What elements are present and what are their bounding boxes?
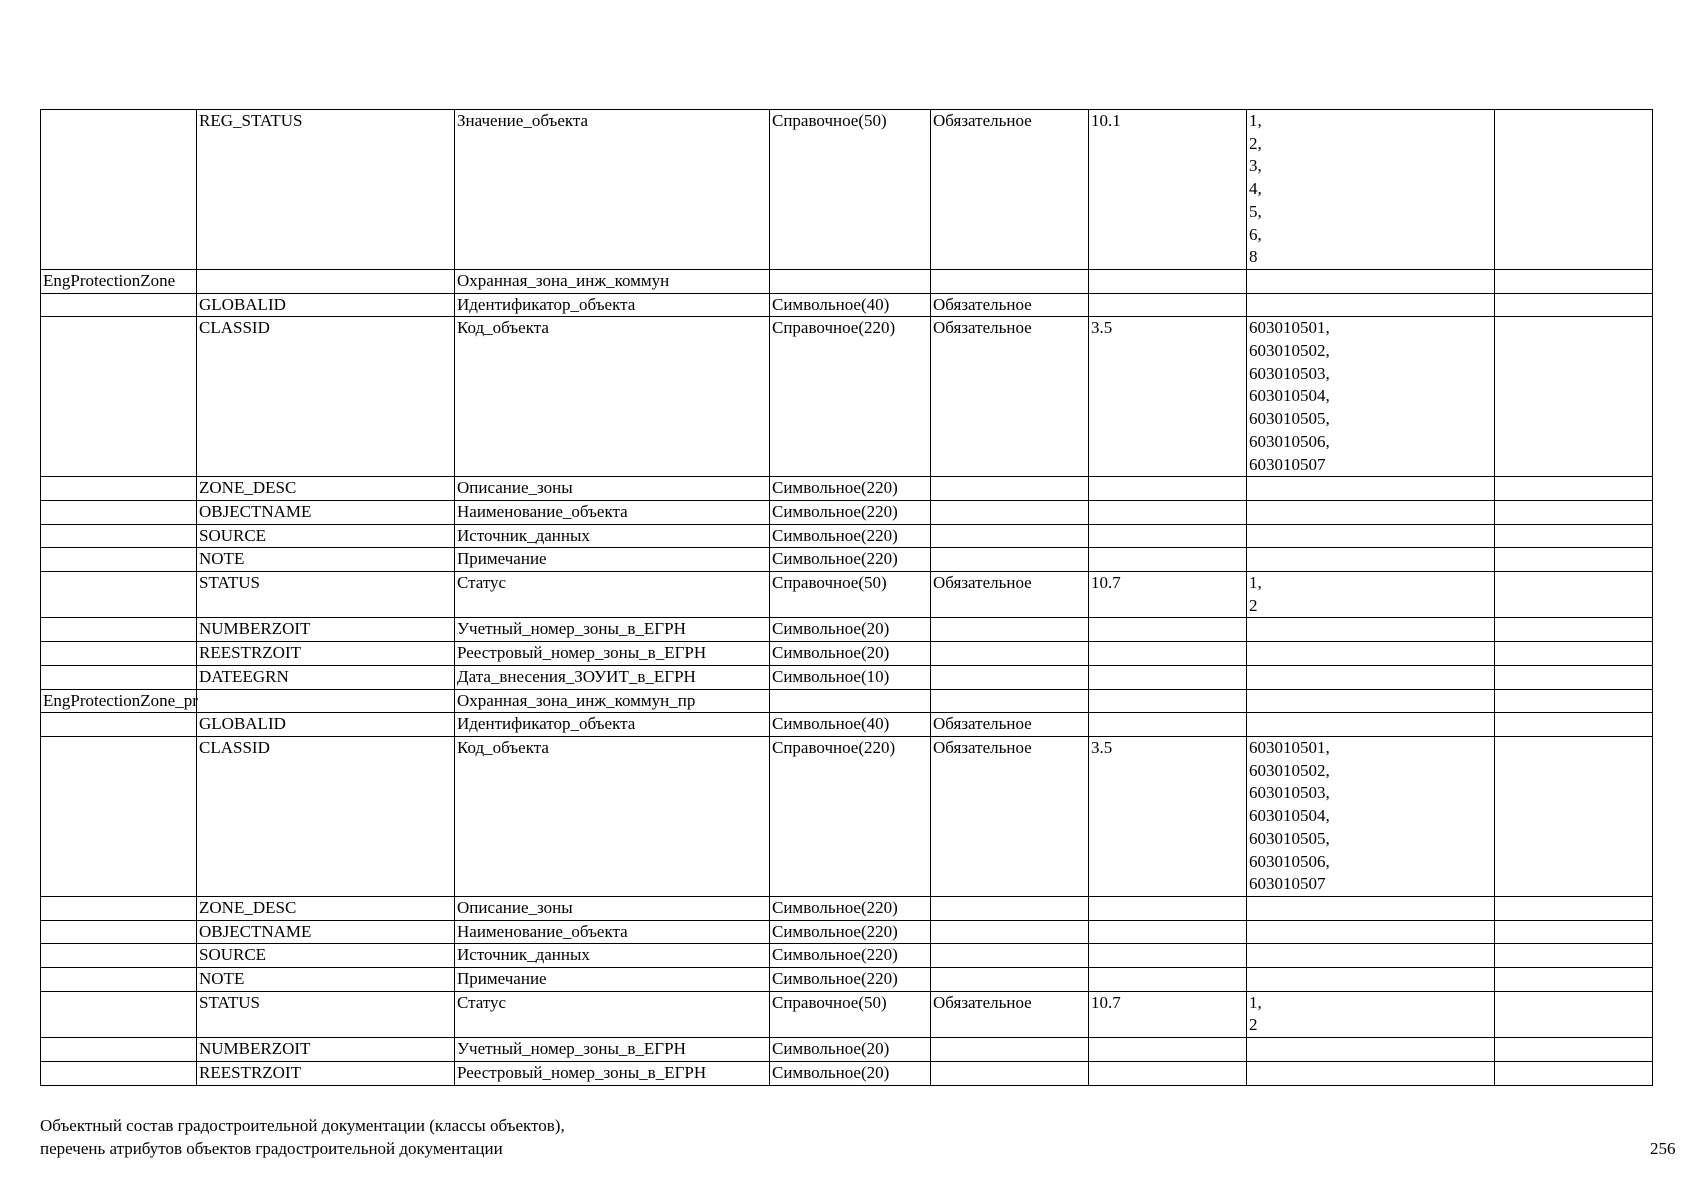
cell-line: 4,	[1249, 179, 1262, 199]
allowed-values-cell	[1247, 110, 1495, 270]
class-name-cell	[41, 944, 197, 968]
attribute-name-cell: Статус	[455, 572, 770, 618]
attribute-code-cell: CLASSID	[197, 736, 455, 896]
class-name-cell	[41, 713, 197, 737]
data-type-cell	[770, 269, 931, 293]
class-name-cell	[41, 572, 197, 618]
reference-cell	[1089, 689, 1247, 713]
cell-line: 603010504,	[1249, 806, 1330, 826]
cell-line: 2	[1249, 1015, 1258, 1035]
requirement-cell	[931, 500, 1089, 524]
attribute-code-cell: SOURCE	[197, 944, 455, 968]
table-row	[41, 110, 1653, 270]
note-cell	[1495, 642, 1653, 666]
note-cell	[1495, 991, 1653, 1037]
cell-line: 2	[1249, 595, 1258, 615]
cell-line: 603010501,	[1249, 318, 1330, 338]
data-type-cell: Символьное(220)	[770, 944, 931, 968]
attribute-name-cell: Примечание	[455, 968, 770, 992]
allowed-values-cell	[1247, 548, 1495, 572]
attribute-name-cell: Источник_данных	[455, 524, 770, 548]
table-row	[41, 896, 1653, 920]
cell-line: 1,	[1249, 573, 1262, 593]
class-name-cell	[41, 524, 197, 548]
class-name-cell	[41, 548, 197, 572]
note-cell	[1495, 944, 1653, 968]
data-type-cell: Справочное(50)	[770, 991, 931, 1037]
allowed-values-cell	[1247, 477, 1495, 501]
cell-line: 603010504,	[1249, 386, 1330, 406]
requirement-cell: Обязательное	[931, 293, 1089, 317]
class-name-cell	[41, 642, 197, 666]
table-row	[41, 642, 1653, 666]
reference-cell	[1089, 920, 1247, 944]
attribute-code-cell: NOTE	[197, 968, 455, 992]
cell-line: 6,	[1249, 224, 1262, 244]
class-name-cell	[41, 477, 197, 501]
requirement-cell: Обязательное	[931, 110, 1089, 270]
attribute-name-cell: Учетный_номер_зоны_в_ЕГРН	[455, 1038, 770, 1062]
attribute-name-cell: Идентификатор_объекта	[455, 293, 770, 317]
data-type-cell: Символьное(220)	[770, 920, 931, 944]
reference-cell	[1089, 269, 1247, 293]
allowed-values-cell	[1247, 944, 1495, 968]
attribute-name-cell: Дата_внесения_ЗОУИТ_в_ЕГРН	[455, 665, 770, 689]
reference-cell: 3.5	[1089, 736, 1247, 896]
allowed-values-cell	[1247, 736, 1495, 896]
table-row	[41, 736, 1653, 896]
cell-line: 603010501,	[1249, 737, 1330, 757]
reference-cell: 3.5	[1089, 317, 1247, 477]
cell-line: 1,	[1249, 992, 1262, 1012]
table-row	[41, 713, 1653, 737]
data-type-cell	[770, 689, 931, 713]
reference-cell: 10.7	[1089, 991, 1247, 1037]
allowed-values-cell	[1247, 920, 1495, 944]
table-row	[41, 1038, 1653, 1062]
table-row	[41, 317, 1653, 477]
allowed-values-cell	[1247, 1038, 1495, 1062]
requirement-cell	[931, 548, 1089, 572]
data-type-cell: Справочное(220)	[770, 317, 931, 477]
table-row	[41, 968, 1653, 992]
reference-cell	[1089, 968, 1247, 992]
data-type-cell: Символьное(40)	[770, 713, 931, 737]
data-type-cell: Символьное(220)	[770, 548, 931, 572]
note-cell	[1495, 689, 1653, 713]
reference-cell	[1089, 477, 1247, 501]
attribute-name-cell: Идентификатор_объекта	[455, 713, 770, 737]
reference-cell	[1089, 944, 1247, 968]
data-type-cell: Символьное(20)	[770, 1038, 931, 1062]
attribute-code-cell: CLASSID	[197, 317, 455, 477]
note-cell	[1495, 110, 1653, 270]
note-cell	[1495, 618, 1653, 642]
allowed-values-cell	[1247, 642, 1495, 666]
note-cell	[1495, 293, 1653, 317]
allowed-values-cell	[1247, 689, 1495, 713]
requirement-cell	[931, 920, 1089, 944]
attribute-name-cell: Охранная_зона_инж_коммун	[455, 269, 770, 293]
data-type-cell: Символьное(10)	[770, 665, 931, 689]
reference-cell	[1089, 713, 1247, 737]
table-row	[41, 572, 1653, 618]
table-row	[41, 524, 1653, 548]
allowed-values-cell	[1247, 317, 1495, 477]
allowed-values-cell	[1247, 293, 1495, 317]
cell-line: 603010503,	[1249, 363, 1330, 383]
requirement-cell: Обязательное	[931, 991, 1089, 1037]
allowed-values-cell	[1247, 991, 1495, 1037]
allowed-values-cell	[1247, 269, 1495, 293]
reference-cell	[1089, 500, 1247, 524]
attribute-code-cell: OBJECTNAME	[197, 920, 455, 944]
note-cell	[1495, 500, 1653, 524]
reference-cell	[1089, 1038, 1247, 1062]
requirement-cell	[931, 642, 1089, 666]
attribute-code-cell	[197, 689, 455, 713]
requirement-cell: Обязательное	[931, 317, 1089, 477]
table-row	[41, 920, 1653, 944]
table-row	[41, 1061, 1653, 1085]
footer-caption	[40, 1114, 565, 1160]
class-name-cell: EngProtectionZone_pr	[41, 689, 197, 713]
data-type-cell: Символьное(220)	[770, 477, 931, 501]
data-type-cell: Символьное(20)	[770, 618, 931, 642]
class-name-cell	[41, 500, 197, 524]
reference-cell	[1089, 293, 1247, 317]
attribute-code-cell: ZONE_DESC	[197, 896, 455, 920]
table-row	[41, 944, 1653, 968]
requirement-cell	[931, 1038, 1089, 1062]
cell-line: 603010507	[1249, 874, 1326, 894]
class-name-cell	[41, 991, 197, 1037]
requirement-cell	[931, 477, 1089, 501]
requirement-cell	[931, 944, 1089, 968]
reference-cell	[1089, 548, 1247, 572]
allowed-values-cell	[1247, 524, 1495, 548]
requirement-cell: Обязательное	[931, 736, 1089, 896]
allowed-values-cell	[1247, 665, 1495, 689]
table-row	[41, 991, 1653, 1037]
page-number: 256	[1650, 1139, 1676, 1158]
class-name-cell	[41, 618, 197, 642]
table-row	[41, 293, 1653, 317]
attribute-code-cell: GLOBALID	[197, 713, 455, 737]
requirement-cell: Обязательное	[931, 572, 1089, 618]
cell-line: 603010506,	[1249, 431, 1330, 451]
cell-line: 603010506,	[1249, 851, 1330, 871]
reference-cell	[1089, 524, 1247, 548]
allowed-values-cell	[1247, 713, 1495, 737]
attribute-name-cell: Реестровый_номер_зоны_в_ЕГРН	[455, 1061, 770, 1085]
class-name-cell	[41, 1038, 197, 1062]
class-name-cell	[41, 293, 197, 317]
requirement-cell	[931, 269, 1089, 293]
reference-cell	[1089, 665, 1247, 689]
data-type-cell: Символьное(20)	[770, 642, 931, 666]
reference-cell	[1089, 1061, 1247, 1085]
allowed-values-cell	[1247, 618, 1495, 642]
requirement-cell	[931, 1061, 1089, 1085]
attribute-name-cell: Код_объекта	[455, 317, 770, 477]
note-cell	[1495, 665, 1653, 689]
note-cell	[1495, 713, 1653, 737]
cell-line: 603010507	[1249, 454, 1326, 474]
note-cell	[1495, 1038, 1653, 1062]
note-cell	[1495, 896, 1653, 920]
table-row	[41, 618, 1653, 642]
attribute-name-cell: Наименование_объекта	[455, 500, 770, 524]
attribute-name-cell: Статус	[455, 991, 770, 1037]
footer-caption-line-1: Объектный состав градостроительной документации (классы объектов),	[40, 1116, 565, 1135]
attribute-name-cell: Источник_данных	[455, 944, 770, 968]
table-row	[41, 500, 1653, 524]
note-cell	[1495, 736, 1653, 896]
requirement-cell: Обязательное	[931, 713, 1089, 737]
attributes-table	[40, 109, 1653, 1086]
data-type-cell: Символьное(220)	[770, 896, 931, 920]
attribute-code-cell: STATUS	[197, 572, 455, 618]
requirement-cell	[931, 618, 1089, 642]
attribute-code-cell: STATUS	[197, 991, 455, 1037]
class-name-cell	[41, 968, 197, 992]
allowed-values-cell	[1247, 896, 1495, 920]
note-cell	[1495, 968, 1653, 992]
table-row	[41, 548, 1653, 572]
requirement-cell	[931, 524, 1089, 548]
data-type-cell: Символьное(220)	[770, 524, 931, 548]
attribute-code-cell: GLOBALID	[197, 293, 455, 317]
table-row	[41, 665, 1653, 689]
attribute-code-cell: REESTRZOIT	[197, 642, 455, 666]
cell-line: 603010505,	[1249, 409, 1330, 429]
cell-line: 603010502,	[1249, 341, 1330, 361]
attribute-name-cell: Значение_объекта	[455, 110, 770, 270]
cell-line: 3,	[1249, 156, 1262, 176]
class-name-cell	[41, 665, 197, 689]
attribute-code-cell: NUMBERZOIT	[197, 618, 455, 642]
attribute-name-cell: Охранная_зона_инж_коммун_пр	[455, 689, 770, 713]
class-name-cell	[41, 920, 197, 944]
attribute-name-cell: Примечание	[455, 548, 770, 572]
reference-cell	[1089, 642, 1247, 666]
attribute-code-cell: NOTE	[197, 548, 455, 572]
cell-line: 603010502,	[1249, 760, 1330, 780]
footer-caption-line-2: перечень атрибутов объектов градостроительной документации	[40, 1139, 503, 1158]
table-row	[41, 477, 1653, 501]
class-name-cell	[41, 317, 197, 477]
attribute-name-cell: Код_объекта	[455, 736, 770, 896]
reference-cell: 10.7	[1089, 572, 1247, 618]
attribute-code-cell: NUMBERZOIT	[197, 1038, 455, 1062]
requirement-cell	[931, 896, 1089, 920]
requirement-cell	[931, 665, 1089, 689]
table-body	[41, 110, 1653, 1086]
attribute-code-cell: OBJECTNAME	[197, 500, 455, 524]
attribute-name-cell: Учетный_номер_зоны_в_ЕГРН	[455, 618, 770, 642]
cell-line: 2,	[1249, 133, 1262, 153]
class-name-cell	[41, 736, 197, 896]
cell-line: 603010503,	[1249, 783, 1330, 803]
data-type-cell: Справочное(220)	[770, 736, 931, 896]
attribute-code-cell	[197, 269, 455, 293]
cell-line: 5,	[1249, 201, 1262, 221]
allowed-values-cell	[1247, 1061, 1495, 1085]
allowed-values-cell	[1247, 572, 1495, 618]
attribute-name-cell: Описание_зоны	[455, 477, 770, 501]
attribute-code-cell: ZONE_DESC	[197, 477, 455, 501]
note-cell	[1495, 317, 1653, 477]
attribute-code-cell: SOURCE	[197, 524, 455, 548]
allowed-values-cell	[1247, 500, 1495, 524]
note-cell	[1495, 920, 1653, 944]
cell-line: 1,	[1249, 111, 1262, 130]
allowed-values-cell	[1247, 968, 1495, 992]
attribute-name-cell: Наименование_объекта	[455, 920, 770, 944]
note-cell	[1495, 269, 1653, 293]
data-type-cell: Справочное(50)	[770, 572, 931, 618]
reference-cell: 10.1	[1089, 110, 1247, 270]
note-cell	[1495, 524, 1653, 548]
data-type-cell: Символьное(220)	[770, 968, 931, 992]
attribute-code-cell: DATEEGRN	[197, 665, 455, 689]
attribute-name-cell: Описание_зоны	[455, 896, 770, 920]
data-type-cell: Символьное(40)	[770, 293, 931, 317]
note-cell	[1495, 477, 1653, 501]
class-name-cell	[41, 110, 197, 270]
data-type-cell: Символьное(220)	[770, 500, 931, 524]
attribute-code-cell: REG_STATUS	[197, 110, 455, 270]
class-name-cell	[41, 1061, 197, 1085]
reference-cell	[1089, 896, 1247, 920]
table-row	[41, 269, 1653, 293]
note-cell	[1495, 1061, 1653, 1085]
note-cell	[1495, 572, 1653, 618]
note-cell	[1495, 548, 1653, 572]
table-row	[41, 689, 1653, 713]
cell-line: 603010505,	[1249, 828, 1330, 848]
requirement-cell	[931, 968, 1089, 992]
data-type-cell: Справочное(50)	[770, 110, 931, 270]
reference-cell	[1089, 618, 1247, 642]
cell-line: 8	[1249, 247, 1258, 267]
attribute-name-cell: Реестровый_номер_зоны_в_ЕГРН	[455, 642, 770, 666]
requirement-cell	[931, 689, 1089, 713]
class-name-cell	[41, 896, 197, 920]
data-type-cell: Символьное(20)	[770, 1061, 931, 1085]
class-name-cell: EngProtectionZone	[41, 269, 197, 293]
attribute-code-cell: REESTRZOIT	[197, 1061, 455, 1085]
